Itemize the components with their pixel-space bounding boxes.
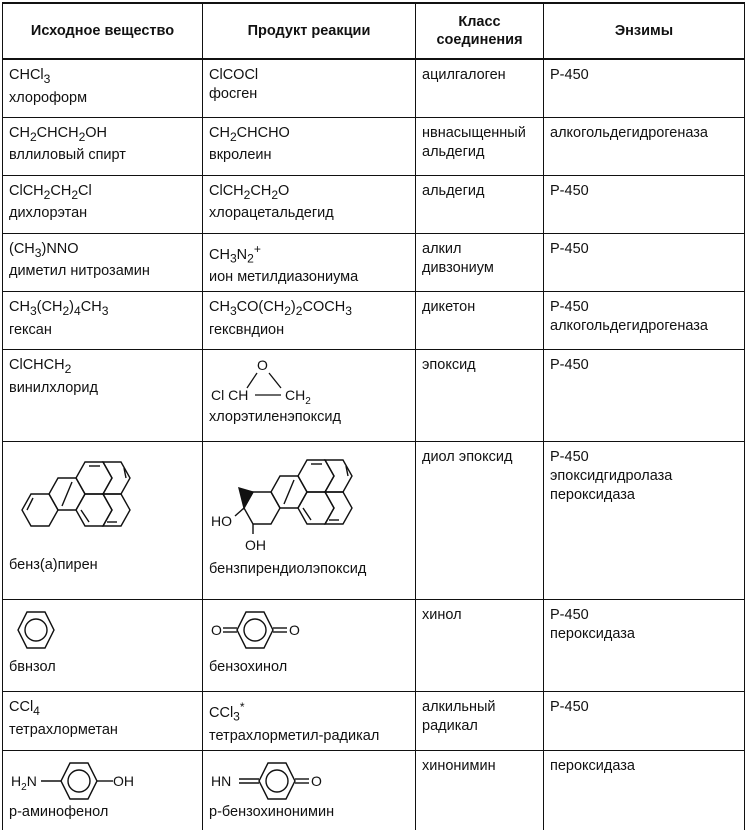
enzyme: эпоксидгидролаза [550,468,673,485]
compound-class: ацилгалоген [422,67,506,83]
source-name: диметил нитрозамин [9,263,150,280]
product-name: ион метилдиазониума [209,269,359,286]
enzyme: пероксидаза [550,626,635,643]
aminophenol-structure [9,757,179,803]
header-enzymes: Энзимы [544,3,745,59]
source-name: бвнзол [9,659,56,676]
product-formula: CCl$_3$* [209,700,245,724]
source-name: р-аминофенол [9,803,109,820]
table-header-row [3,3,745,59]
header-product: Продукт реакции [203,3,416,59]
product-formula: $CH_2CHCHO$ [209,124,290,144]
table-row [3,600,745,692]
enzyme: Р-450 [550,357,589,374]
table-row [3,175,745,233]
compound-class: дивзониум [422,259,494,276]
table-row [3,233,745,292]
enzyme: Р-450 [550,449,589,466]
source-name: тетрахлорметан [9,722,118,739]
source-formula: $ClCH_2CH_2Cl$ [9,182,92,202]
source-name: дихлорэтан [9,205,88,222]
compound-class: дикетон [422,299,476,316]
compound-class: алкильный [422,699,496,716]
source-formula: $CH_2CHCH_2OH$ [9,124,108,144]
compound-class: диол эпоксид [422,449,513,466]
header-source: Исходное вещество [3,3,203,59]
enzyme: пероксидаза [550,757,635,774]
enzyme: алкогольдегидрогеназа [550,318,708,335]
source-formula: ClCHCH$_2$ [9,357,72,377]
product-name: вкролеин [209,147,272,164]
benzoquinonimine-structure [209,757,379,803]
header-class [416,3,544,59]
diol-oh-bottom: OH [245,537,266,554]
product-formula: ClCOCl [209,67,259,83]
compound-class: эпоксид [422,357,476,374]
product-name: р-бензохинонимин [209,803,335,820]
source-name: бенз(а)пирен [9,557,98,574]
table-row [3,350,745,442]
aminophenol-left-group: $H_2N$ [11,772,37,793]
epoxide-o-label: O [257,357,268,374]
benzopyrene-structure [9,448,189,556]
table-row [3,292,745,350]
enzyme: Р-450 [550,699,589,716]
product-name: фосген [209,86,258,102]
product-name: бензпирендиолэпоксид [209,561,367,578]
header-class-line2: соединения [436,32,523,48]
product-formula: $CH_3N_2^+$ [209,241,261,266]
table-row [3,750,745,830]
enzyme: Р-450 [550,182,589,199]
benzene-structure [9,606,69,658]
enzyme: алкогольдегидрогеназа [550,124,708,141]
diol-oh-left: HO [211,513,232,530]
quinone-o-right: O [289,622,300,639]
source-formula: $(CH_3)NNO$ [9,240,79,260]
table-row [3,59,745,117]
product-formula: $ClCH_2CH_2O$ [209,182,290,202]
compound-class: радикал [422,718,478,735]
quinonimine-left-group: HN [211,772,232,789]
enzyme: Р-450 [550,240,589,257]
benzopyrene-diol-epoxide-structure [209,448,409,560]
product-name: тетрахлорметил-радикал [209,727,380,744]
source-name: гексан [9,322,52,339]
compound-class: хинонимин [422,757,496,774]
compound-class: альдегид [422,182,485,199]
table-row [3,692,745,751]
source-name: винилхлорид [9,380,98,397]
enzyme: Р-450 [550,299,589,316]
compound-class: альдегид [422,143,485,160]
product-name: хлорэтиленэпоксид [209,409,341,426]
product-name: бензохинол [209,659,288,676]
epoxide-structure [209,356,409,408]
header-class-line1: Класс [458,14,501,30]
source-name: хлороформ [9,89,88,106]
enzyme: Р-450 [550,607,589,624]
epoxide-left-label: Cl CH [211,387,249,404]
quinone-o-left: O [211,622,222,639]
compound-class: нвнасыщенный [422,124,526,141]
epoxide-right-label: $CH_2$ [285,387,311,408]
metabolism-table [2,2,745,830]
product-name: гексвндион [209,322,285,339]
source-name: вллиловый спирт [9,147,126,164]
source-formula: $CH_3(CH_2)_4CH_3$ [9,299,109,319]
table-row [3,117,745,175]
benzoquinone-structure [209,606,339,658]
compound-class: хинол [422,607,462,624]
source-formula: CHCl$_3$ [9,67,51,86]
aminophenol-right-group: OH [113,772,134,789]
quinonimine-right-group: O [311,772,322,789]
compound-class: алкил [422,240,462,257]
product-name: хлорацетальдегид [209,205,334,222]
table-row [3,442,745,600]
enzyme: Р-450 [550,67,589,83]
source-formula: CCl$_4$ [9,699,40,719]
product-formula: $CH_3CO(CH_2)_2COCH_3$ [209,299,352,319]
enzyme: пероксидаза [550,487,635,504]
